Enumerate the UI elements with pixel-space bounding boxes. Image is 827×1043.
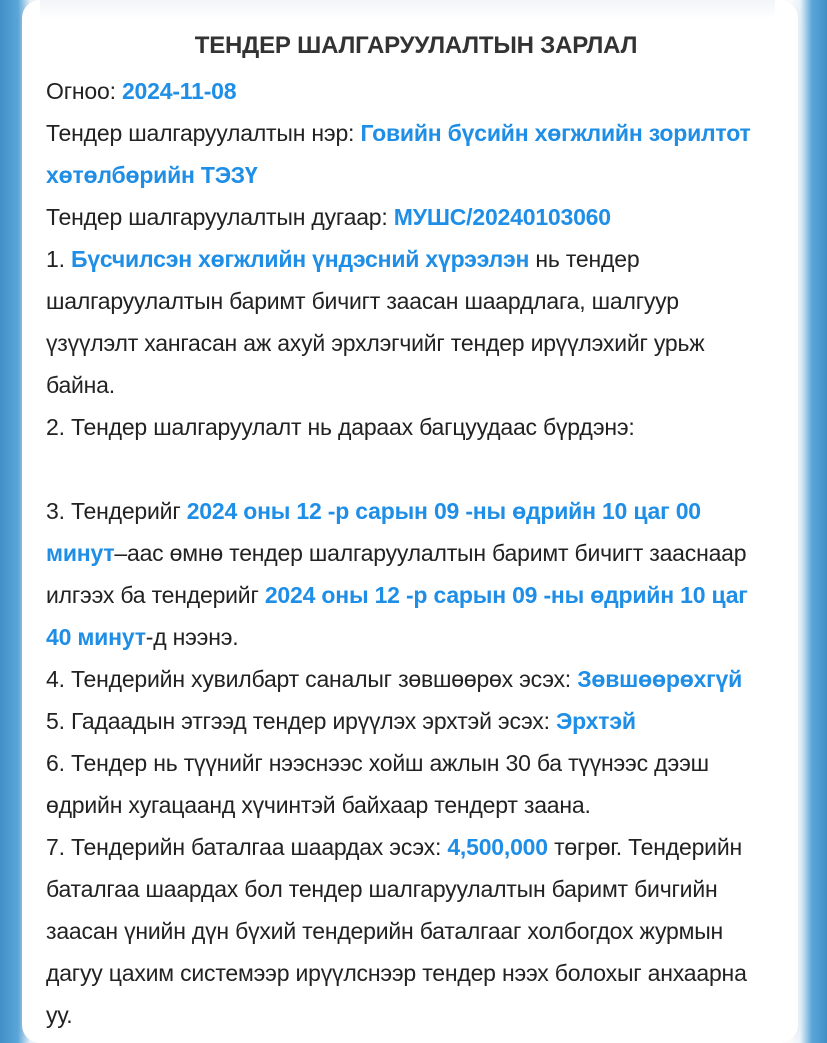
item-4-text: 4. Тендерийн хувилбарт саналыг зөвшөөрөх эсэх: (46, 666, 578, 692)
item-1-prefix: 1. (46, 246, 71, 272)
tender-name-line (46, 112, 766, 196)
item-3-prefix: 3. Тендерийг (46, 498, 187, 524)
tender-name-value: Говийн бүсийн хөгжлийн зорилтот хөтөлбөрийн ТЭЗҮ (46, 120, 751, 188)
lots-spacer (46, 448, 766, 490)
tender-number-line (46, 196, 766, 238)
item-3 (46, 490, 766, 658)
item-1-text: нь тендер шалгаруулалтын баримт бичигт заасан шаардлага, шалгуур үзүүлэлт хангасан аж ахуй эрхлэгчийг тендер ирүүлэхийг урьж байна. (46, 246, 705, 398)
date-line (46, 70, 766, 112)
opening-time: 2024 оны 12 -р сарын 09 -ны өдрийн 10 цаг 40 минут (46, 582, 748, 650)
submission-deadline: 2024 оны 12 -р сарын 09 -ны өдрийн 10 цаг 00 минут (46, 498, 701, 566)
announcement-content (46, 22, 766, 1036)
item-3-middle: –аас өмнө тендер шалгаруулалтын баримт бичигт зааснаар илгээх ба тендерийг (46, 540, 747, 608)
date-label: Огноо: (46, 78, 116, 104)
page-title: ТЕНДЕР ШАЛГАРУУЛАЛТЫН ЗАРЛАЛ (194, 32, 638, 59)
top-bar (40, 0, 775, 20)
date-value: 2024-11-08 (121, 78, 237, 104)
tender-number-value: МУШС/20240103060 (393, 204, 611, 230)
item-7-prefix: 7. Тендерийн баталгаа шаардах эсэх: (46, 834, 448, 860)
item-7-text: төгрөг. Тендерийн баталгаа шаардах бол тендер шалгаруулалтын баримт бичгийн заасан үнийн дүн бүхий тендерийн баталгааг холбогдох журмын дагуу цахим системээр ирүүлснээр тендер нээх болохыг анхаарна уу. (46, 834, 747, 1028)
tender-name-label: Тендер шалгаруулалтын нэр: (46, 120, 355, 146)
item-5-text: 5. Гадаадын этгээд тендер ирүүлэх эрхтэй эсэх: (46, 708, 556, 734)
item-3-suffix: -д нээнэ. (145, 624, 239, 650)
item-4-value: Зөвшөөрөхгүй (577, 666, 743, 692)
item-5 (46, 700, 766, 742)
item-7 (46, 826, 766, 1036)
organization-link[interactable]: Бүсчилсэн хөгжлийн үндэсний хүрээлэн (70, 246, 530, 272)
item-5-value: Эрхтэй (555, 708, 636, 734)
guarantee-amount: 4,500,000 (447, 834, 548, 860)
item-4 (46, 658, 766, 700)
item-6: 6. Тендер нь түүнийг нээснээс хойш ажлын 30 ба түүнээс дээш өдрийн хугацаанд хүчинтэй байхаар тендерт заана. (46, 750, 709, 818)
tender-number-label: Тендер шалгаруулалтын дугаар: (46, 204, 388, 230)
item-1 (46, 238, 766, 406)
item-2: 2. Тендер шалгаруулалт нь дараах багцуудаас бүрдэнэ: (46, 414, 635, 440)
